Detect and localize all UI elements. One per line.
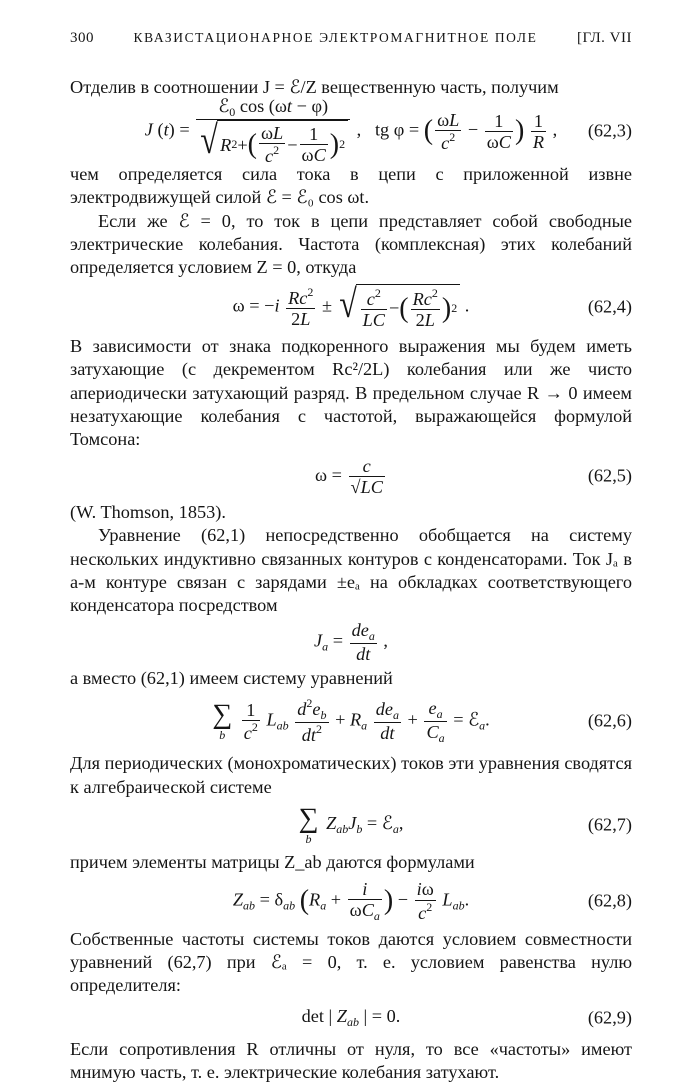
equation-62-3-body: J (t) = ℰ$_0$ cos (ωt − φ) √ R 2 + ( $\frac{\omega L}{c^2}$ − $\frac{1}{\omega C}$ ) 2 , tg φ = ( $\frac{\omega L}{c^2}$ − $\frac{1}{\omega C}$ ) $\frac{1}{R}$ , xyxy=(144,95,558,167)
equation-number: (62,8) xyxy=(587,890,632,911)
paragraph-10: Собственные частоты системы токов даются условием совместности уравнений (62,7) при ℰₐ = 0, т. е. условием равенства нулю определителя: xyxy=(70,929,632,996)
paragraph-2: чем определяется сила тока в цепи с приложенной извне электродвижущей силой ℰ = ℰ₀ cos ωt. xyxy=(70,164,632,208)
equation-62-4 xyxy=(70,279,632,335)
paragraph-9: причем элементы матрицы Z_ab даются формулами xyxy=(70,851,475,872)
equation-current-charge xyxy=(70,617,632,667)
equation-number: (62,5) xyxy=(587,465,632,486)
paragraph-1: Отделив в соотношении J = ℰ/Z вещественную часть, получим xyxy=(70,77,559,97)
equation-62-8 xyxy=(70,874,632,928)
equation-number: (62,9) xyxy=(587,1007,632,1028)
equation-62-6 xyxy=(70,690,632,752)
equation-62-7 xyxy=(70,799,632,851)
page-header xyxy=(70,30,632,52)
paragraph-4: В зависимости от знака подкоренного выражения мы будем иметь затухающие (с декрементом Rc²/2L) колебания или же чисто апериодически затухающий разряд. В предельном случае R → 0 имеем незатухающие колебания с частотой, выражающейся формулой Томсона: xyxy=(70,336,632,450)
equation-number: (62,3) xyxy=(587,120,632,141)
paragraph-8: Для периодических (монохроматических) токов эти уравнения сводятся к алгебраической системе xyxy=(70,753,632,797)
equation-62-5 xyxy=(70,451,632,501)
equation-62-9-body: det | $Z_{ab}$ | = 0. xyxy=(301,1005,401,1029)
equation-62-5-body: ω = $\frac{c}{√LC}$ xyxy=(315,455,383,497)
equation-62-8-body: $Z_{ab} = \delta_{ab}$ ($R_a$ + $\frac{i}{\omega C_a}$ ) − $\frac{i\omega}{c^2}$ $L_{ab}$. xyxy=(232,878,470,924)
chapter-label: [ГЛ. VII xyxy=(576,30,632,46)
equation-62-4-body: ω = −i $\frac{Rc^2}{2L}$ ± √ $\frac{c^2}{LC}$ − ( $\frac{Rc^2}{2L}$ ) 2 . xyxy=(232,281,470,331)
equation-62-7-body: ∑ b $Z_{ab}J_b$ = ℰ$_a$, xyxy=(298,802,404,846)
paragraph-3: Если же ℰ = 0, то ток в цепи представляет собой свободные электрические колебания. Частота (комплексная) этих колебаний определяется условием Z = 0, откуда xyxy=(70,210,632,278)
paragraph-7: а вместо (62,1) имеем систему уравнений xyxy=(70,668,393,689)
equation-62-6-body: ∑ b $\frac{1}{c^2}$ $L_{ab}$ $\frac{d^2e_b}{dt^2}$ + $R_a$ $\frac{de_a}{dt}$ + $\frac{e_a}{C_a}$ = ℰ$_a$. xyxy=(212,696,490,746)
equation-62-9 xyxy=(70,998,632,1038)
paragraph-5: (W. Thomson, 1853). xyxy=(70,502,226,523)
paragraph-6: Уравнение (62,1) непосредственно обобщается на систему нескольких индуктивно связанных контуров с конденсаторами. Ток Jₐ в a-м контуре связан с зарядами ±eₐ на обкладках соответствующего конденсатора посредством xyxy=(70,525,632,616)
page-number: 300 xyxy=(70,30,94,46)
equation-number: (62,6) xyxy=(587,710,632,731)
paragraph-11: Если сопротивления R отличны от нуля, то все «частоты» имеют мнимую часть, т. е. электрические колебания затухают. xyxy=(70,1038,632,1082)
running-title: КВАЗИСТАЦИОНАРНОЕ ЭЛЕКТРОМАГНИТНОЕ ПОЛЕ xyxy=(133,30,538,45)
equation-62-3 xyxy=(70,95,632,167)
equation-number: (62,4) xyxy=(587,296,632,317)
equation-number: (62,7) xyxy=(587,814,632,835)
book-page xyxy=(70,30,632,1084)
equation-current-charge-body: $J_a$ = $\frac{de_a}{dt}$ , xyxy=(314,620,388,665)
